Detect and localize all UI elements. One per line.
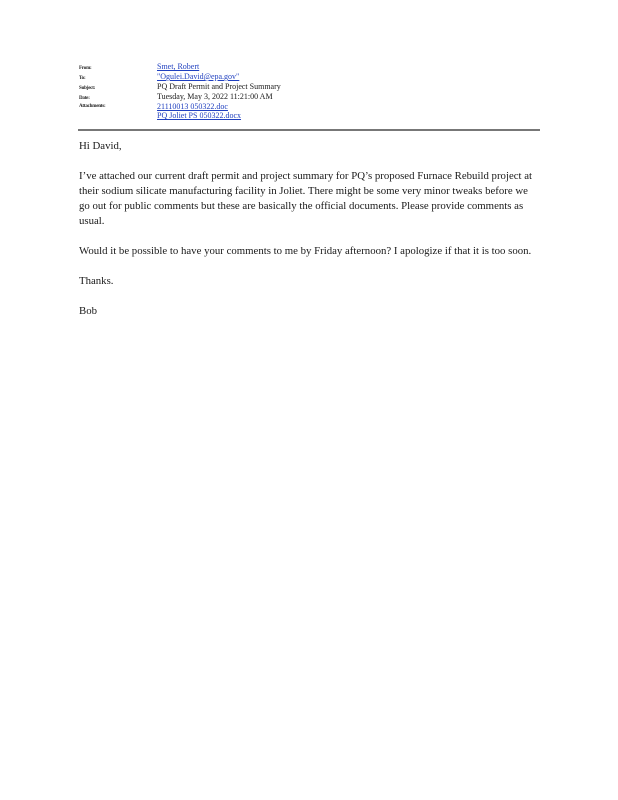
from-label: From: — [79, 66, 92, 71]
attachments-row — [79, 102, 539, 120]
date-row — [79, 92, 539, 102]
attachment-link-doc[interactable]: 21110013 050322.doc — [157, 102, 228, 111]
greeting: Hi David, — [79, 140, 122, 152]
closing: Thanks. — [79, 275, 114, 287]
to-label: To: — [79, 76, 86, 81]
from-row — [79, 62, 539, 72]
email-body — [79, 139, 539, 334]
signature: Bob — [79, 305, 97, 317]
attachment-link-docx[interactable]: PQ Joliet PS 050322.docx — [157, 111, 242, 120]
header-divider — [78, 129, 540, 131]
subject-label: Subject: — [79, 86, 96, 91]
date-label: Date: — [79, 96, 90, 101]
attachments-label: Attachments: — [79, 104, 106, 109]
from-value-link[interactable]: Smet, Robert — [157, 62, 200, 71]
attachments-list — [157, 102, 241, 120]
date-value: Tuesday, May 3, 2022 11:21:00 AM — [157, 92, 273, 101]
email-header — [79, 62, 539, 120]
to-value-link[interactable]: "Ogulei.David@epa.gov" — [157, 72, 240, 81]
paragraph-attachment-note: I’ve attached our current draft permit and project summary for PQ’s proposed Furnace Rebuild project at their sodium silicate manufacturing facility in Joliet. There might be some very minor tweaks before we go out for public comments but these are basically the official documents. Please provide comments as usual. — [79, 170, 533, 227]
to-row — [79, 72, 539, 82]
subject-row — [79, 82, 539, 92]
subject-value: PQ Draft Permit and Project Summary — [157, 82, 281, 91]
paragraph-deadline-request: Would it be possible to have your comments to me by Friday afternoon? I apologize if that it is too soon. — [79, 245, 532, 257]
